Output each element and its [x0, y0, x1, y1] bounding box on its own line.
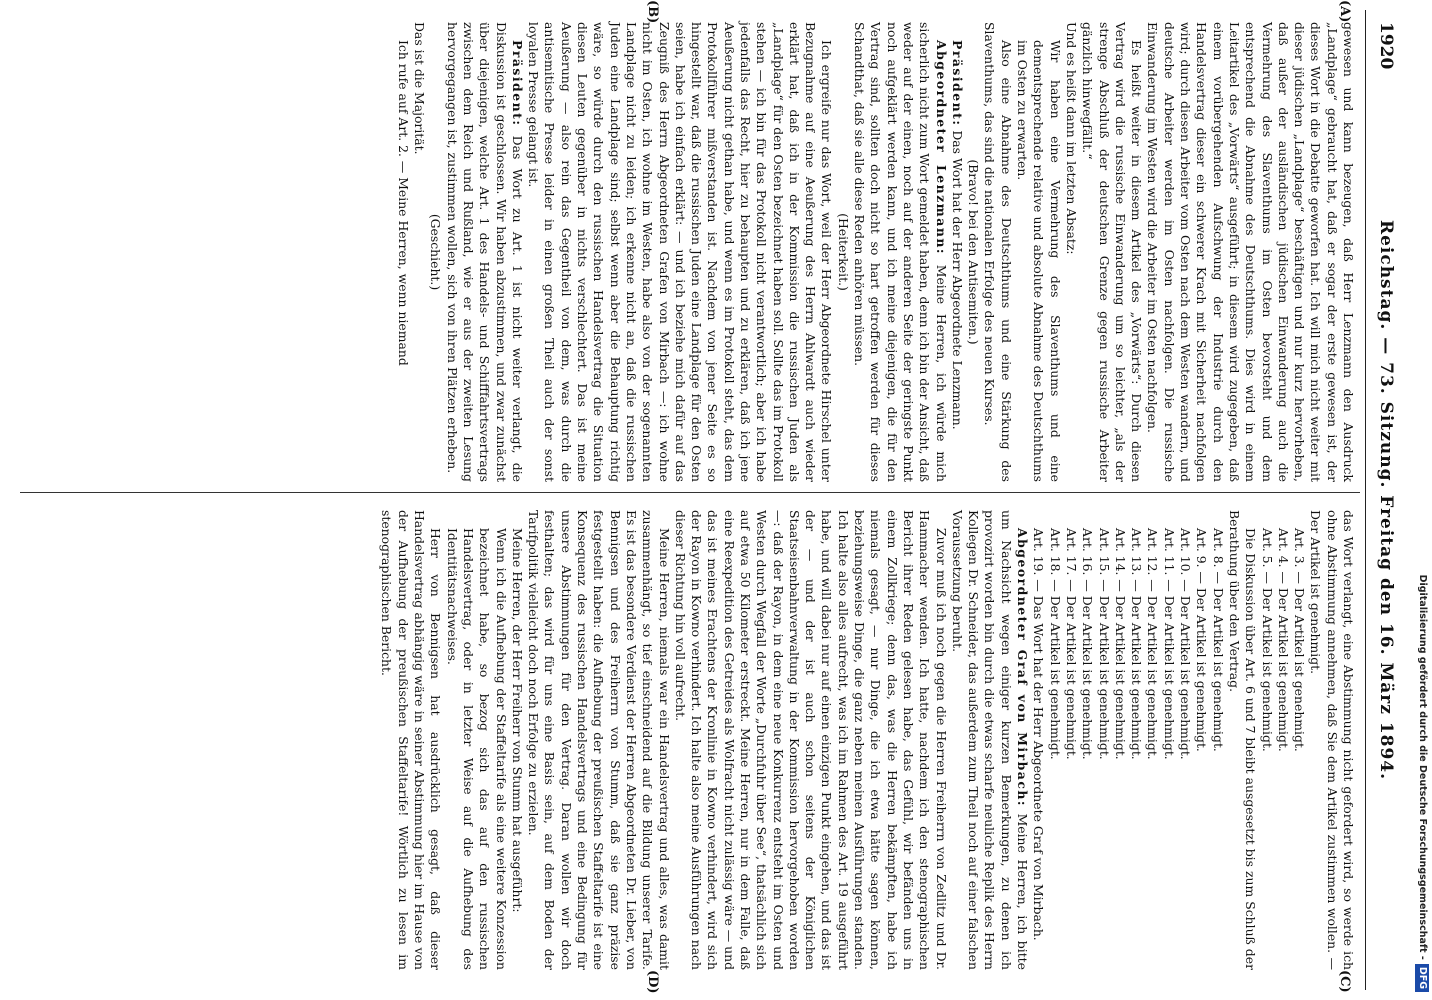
paragraph-text: Meine Herren, ich würde mich sicherlich nicht zum Wort gemeldet haben, denn ich bin der Ansicht, daß weder auf der einen, noch auf der anderen Seite der geringste Punkt noch aufgeklärt werden kann, und ich meine diejenigen, die für den Vertrag sind, sollten doch nicht so hart getroffen werden für dieses Schandthat, daß sie alle diese Reden anhören müssen.: [852, 22, 949, 482]
paragraph: [1258, 510, 1274, 970]
dfg-logo: DFG: [1415, 964, 1429, 992]
paragraph-text: Meine Herren, der Herr Freiherr von Stumm hat ausgeführt:: [509, 528, 525, 913]
margin-marker-a: (A): [1337, 0, 1352, 23]
paragraph: [1144, 22, 1356, 482]
paragraph: [1030, 510, 1046, 970]
paragraph-text: (Geschieht.): [428, 213, 444, 291]
paragraph-text: gewesen und kann bezeugen, daß Herr Lenzmann den Ausdruck „Landplage“ gebraucht hat, daß er sogar der erste gewesen ist, der dieses Wort in die Debatte geworfen hat. Ich will mich nicht weiter mit dieser jüdischen „Landplage“ beschäftigen und nur kurz hervorheben, daß außer der ausländischen jüdischen Einwanderung auch die Vermehrung des Slaventhums im Osten bevorsteht und dem entsprechend die Abnahme des Deutschthums. Dies wird in einem Leitartikel des „Vorwärts“ ausgeführt; in diesem wird zugegeben, daß einem vorübergehenden Aufschwung der Industrie durch den Handelsvertrag dieser ein schwerer Krach mit Sicherheit nachfolgen wird; durch diesen Arbeiter vom Osten nach dem Westen wandern, und deutsche Arbeiter werden im Osten nachfolgen. Die russische Einwanderung im Westen wird die Arbeiter im Osten nachfolgen.: [1145, 22, 1356, 482]
paragraph: [378, 510, 443, 970]
page-number: 1920: [1376, 22, 1396, 70]
paragraph-text: Zuvor muß ich noch gegen die Herren Freiherrn von Zedlitz und Dr. Hammacher wenden. Ich hatte, nachdem ich den stenographischen Bericht ihrer Reden gelesen habe, das Gefühl, wir befänden uns in einem Zollkriege; denn das, was die Herren bekämpften, habe ich niemals gesagt, — nur Dinge, die ich etwa hätte sagen können, beziehungsweise Dinge, die ganz neben meinen Ausführungen standen. Ich halte also alles aufrecht, was ich im Rahmen des Art. 19 ausgeführt habe, und will dabei nur auf einen einzigen Punkt eingehen, und das ist der — und der ist auch schon seitens der Königlichen Staatseisenbahnverwaltung in der Kommission hervorgehoben worden —: daß der Rayon, in dem eine neue Konkurrenz entsteht im Osten und Westen durch Wegfall der Worte „Durchfuhr über See“, thatsächlich sich auf etwa 50 Kilometer erstreckt. Meine Herren, nur in dem Falle, daß eine Reexpedition des Getreides als Wolfracht nicht zulässig wäre — und das ist meines Erachtens der Kronlinie in Kowno verhindert, wird sich der Rayon in Kowno verhindert. Ich halte also meine Ausführungen nach dieser Richtung hin voll aufrecht.: [672, 510, 949, 970]
running-header: [1360, 0, 1404, 1000]
paragraph: [509, 510, 525, 970]
paragraph-text: Art. 12. — Der Artikel ist genehmigt.: [1145, 528, 1161, 760]
column-divider: [20, 492, 1360, 493]
speaker-label: Abgeordneter Graf von Mirbach:: [1015, 528, 1031, 807]
paragraph: [394, 22, 410, 482]
paragraph: [1307, 510, 1356, 970]
paragraph: [1193, 510, 1209, 970]
paragraph: [1095, 510, 1111, 970]
paragraph-text: Das ist die Majorität.: [412, 22, 428, 155]
speaker-label: Präsident:: [509, 40, 525, 127]
paragraph: [1226, 510, 1259, 970]
paragraph: [411, 22, 427, 482]
paragraph: [1160, 510, 1176, 970]
paragraph-text: Ich rufe auf Art. 2. — Meine Herren, wenn niemand: [395, 40, 411, 366]
paragraph-text: Das Wort zu Art. 1 ist nicht weiter verlangt, die Diskussion ist geschlossen. Wir haben abzustimmen, und zwar zunächst über diejenigen, welche Art. 1 des Handels- und Schifffahrtsvertrags zwischen dem Reich und Rußland, wie er aus der zweiten Lesung hervorgegangen ist, zustimmen wollen, sich von ihren Plätzen erheben.: [444, 22, 525, 482]
paragraph: [1079, 510, 1095, 970]
paragraph: [525, 510, 672, 970]
paragraph: [1079, 22, 1144, 482]
paragraph-text: (Heiterkeit.): [835, 213, 851, 291]
paragraph-text: Und es heißt dann im letzten Absatz:: [1063, 22, 1079, 255]
paragraph: [443, 510, 508, 970]
paragraph-text: Es heißt weiter in diesem Artikel des „Vorwärts“: Durch diesen Vertrag wird die russische Einwanderung um so leichter, „als der strenge Abschluß der deutschen Grenze gegen russische Arbeiter gänzlich hinwegfällt.“: [1080, 22, 1145, 482]
speaker-label: Abgeordneter Lenzmann:: [933, 40, 949, 255]
paragraph: [1291, 510, 1307, 970]
paragraph-text: Ich ergreife nur das Wort, weil der Herr Abgeordnete Hirschel unter Bezugnahme auf eine Aeußerung des Herrn Ahlwardt auch wieder erklärt hat, daß ich in der Kommission die russischen Juden als „Landplage“ für den Osten bezeichnet haben soll. Sollte das im Protokoll stehen — ich bin für das Protokoll nicht verantwortlich; aber ich habe jedenfalls das Recht, hier zu behaupten und zu erklären, daß ich jene Aeußerung nicht gethan habe, und wenn es im Protokoll steht, das dem Protokollführer mißverstanden ist. Nachdem von jener Seite es so hingestellt war, daß die russischen Juden eine Landplage für den Osten seien, habe ich einfach erklärt: — und ich beziehe mich dafür auf das Zeugniß des Herrn Abgeordneten Grafen von Mirbach —: ich wohne nicht im Osten, ich wohne im Westen, habe also von der sogenannten Landplage nicht zu leiden; ich erkenne nicht an, daß die russischen Juden eine Landplage sind; selbst wenn aber die Behauptung richtig wäre, so würde durch den russischen Handelsvertrag die Situation diesen Leuten gegenüber in nichts verschlechtert. Das ist meine Aeußerung — also rein das Gegentheil von dem, was durch die antisemitische Presse leider in einen großen Theil auch der sonst loyalen Presse gelangt ist.: [526, 22, 835, 482]
credit-text: Digitalisierung gefördert durch die Deutsche Forschungsgemeinschaft -: [1417, 574, 1428, 960]
paragraph: [981, 22, 1014, 482]
paragraph-text: Das Wort hat der Herr Abgeordnete Lenzmann.: [949, 126, 965, 430]
paragraph: [1144, 510, 1160, 970]
paragraph-text: Art. 11. — Der Artikel ist genehmigt.: [1161, 528, 1177, 760]
paragraph-text: Art. 10. — Der Artikel ist genehmigt.: [1178, 528, 1194, 760]
paragraph-text: Meine Herren, niemals war ein Handelsvertrag und alles, was damit zusammenhängt, so tief einschneidend auf die Bildung unserer Tarife. Es ist das besondere Verdienst der Herren Abgeordneten Dr. Lieber, von Bennigsen und des Freiherrn von Stumm, daß sie ganz präzise festgestellt haben: die Aufhebung der preußischen Staffeltarife ist eine Konsequenz des russischen Handelsvertrags und eine Bedingung für unsere Abstimmungen für den Vertrag. Daran wollen wir doch festhalten; das wird für uns eine Basis sein, auf dem Boden der Tarifpolitik vielleicht doch noch Erfolge zu erzielen.: [526, 510, 672, 970]
paragraph: [525, 22, 835, 482]
paragraph-text: Meine Herren, ich bitte um Nachsicht wegen einiger kurzen Bemerkungen, zu denen ich provozirt worden bin durch die etwas scharfe neuliche Replik des Herrn Kollegen Dr. Schneider, das außerdem zum Theil noch auf einer falschen Voraussetzung beruht.: [949, 510, 1031, 970]
right-column: [378, 510, 1356, 970]
paragraph: [1063, 22, 1079, 482]
paragraph-text: Art. 18. — Der Artikel ist genehmigt.: [1047, 528, 1063, 760]
paragraph: [1209, 510, 1225, 970]
paragraph-text: Art. 16. — Der Artikel ist genehmigt.: [1080, 528, 1096, 760]
paragraph-text: Herr von Bennigsen hat ausdrücklich gesagt, daß dieser Handelsvertrag abhängig wäre in seiner Abstimmung hier im Hause von der Aufhebung der preußischen Staffeltarife! Wörtlich zu lesen im stenographischen Bericht.: [379, 510, 444, 970]
paragraph: [1112, 510, 1128, 970]
left-column: [394, 22, 1356, 482]
paragraph: [1177, 510, 1193, 970]
paragraph-text: Die Diskussion über Art. 6 und 7 bleibt ausgesetzt bis zum Schluß der Berathung über den Vertrag.: [1226, 510, 1259, 970]
header-title: Reichstag. — 73. Sitzung. Freitag den 16. März 1894.: [1376, 219, 1396, 781]
paragraph-text: Art. 14. — Der Artikel ist genehmigt.: [1112, 528, 1128, 760]
paragraph: [1275, 510, 1291, 970]
paragraph-text: Also eine Abnahme des Deutschthums und eine Stärkung des Slaventhums, das sind die nationalen Erfolge des neuen Kurses.: [982, 22, 1014, 482]
paragraph-text: Art. 17. — Der Artikel ist genehmigt.: [1063, 528, 1079, 760]
margin-marker-c: (C): [1337, 970, 1352, 993]
paragraph: [672, 510, 949, 970]
paragraph: [443, 22, 524, 482]
paragraph-text: Art. 13. — Der Artikel ist genehmigt.: [1129, 528, 1145, 760]
margin-marker-b: (B): [645, 0, 660, 24]
header-rule: [1365, 10, 1366, 990]
paragraph-text: (Bravo! bei den Antisemiten.): [966, 159, 982, 345]
paragraph: [1014, 22, 1063, 482]
paragraph-text: Art. 15. — Der Artikel ist genehmigt.: [1096, 528, 1112, 760]
paragraph-text: Wenn ich die Aufhebung der Staffeltarife als eine weitere Konzession bezeichnet habe, so bezog sich das auf den russischen Handelsvertrag, oder in letzter Weise auf die Aufhebung des Identitätsnachweises.: [444, 528, 509, 970]
paragraph-text: Art. 4. — Der Artikel ist genehmigt.: [1275, 528, 1291, 752]
paragraph-text: Art. 9. — Der Artikel ist genehmigt.: [1194, 528, 1210, 752]
paragraph-text: Art. 8. — Der Artikel ist genehmigt.: [1210, 528, 1226, 752]
paragraph-text: Wir haben eine Vermehrung des Slaventhums und eine dementsprechende relative und absolute Abnahme des Deutschthums im Osten zu erwarten.: [1015, 40, 1063, 482]
paragraph: [949, 510, 1030, 970]
paragraph: [1063, 510, 1079, 970]
paragraph-text: Art. 5. — Der Artikel ist genehmigt.: [1259, 528, 1275, 752]
paragraph: [965, 22, 981, 482]
paragraph-text: Art. 3. — Der Artikel ist genehmigt.: [1292, 528, 1308, 752]
paragraph: [835, 22, 851, 482]
speaker-label: Präsident:: [949, 40, 965, 127]
paragraph: [851, 22, 949, 482]
paragraph: [427, 22, 443, 482]
paragraph: [1128, 510, 1144, 970]
paragraph-text: das Wort verlangt, eine Abstimmung nicht gefordert wird, so werde ich ohne Abstimmung annehmen, daß Sie dem Artikel zustimmen wollen. — Der Artikel ist genehmigt.: [1308, 510, 1356, 970]
paragraph: [949, 22, 965, 482]
paragraph-text: Art. 19. — Das Wort hat der Herr Abgeordnete Graf von Mirbach.: [1031, 528, 1047, 941]
dfg-credit: [1412, 0, 1432, 1000]
margin-marker-d: (D): [645, 970, 660, 994]
paragraph: [1046, 510, 1062, 970]
